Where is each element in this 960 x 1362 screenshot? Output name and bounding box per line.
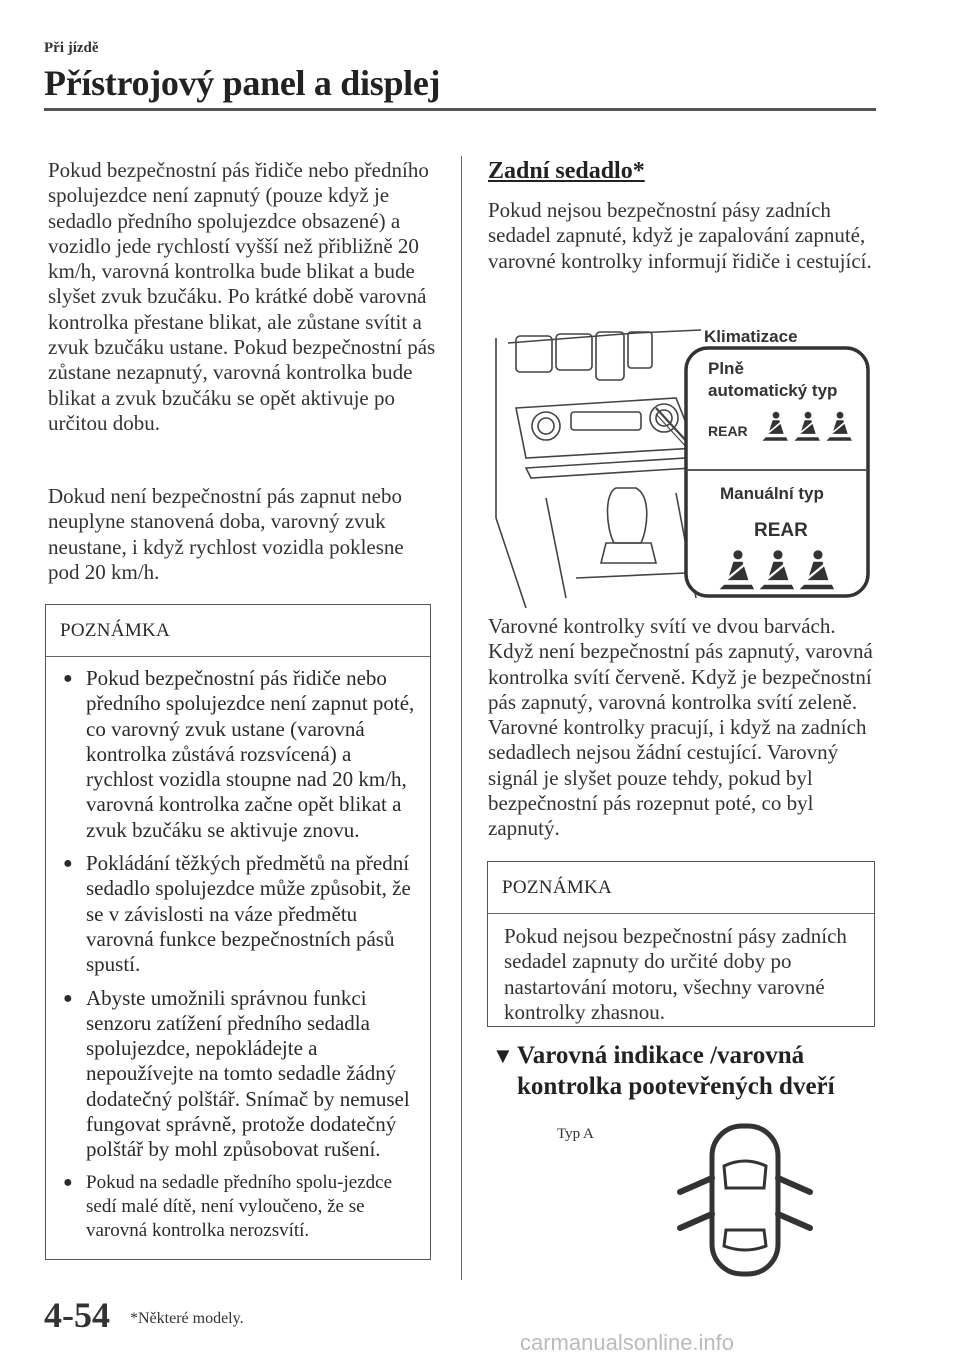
auto-type-label-2: automatický typ bbox=[708, 381, 838, 400]
klimatizace-label: Klimatizace bbox=[704, 327, 798, 346]
auto-type-label-1: Plně bbox=[708, 359, 744, 378]
rear-label-small: REAR bbox=[708, 423, 748, 439]
bullet-icon: ● bbox=[63, 1173, 73, 1191]
note-item: ● Pokládání těžkých předmětů na přední sedadlo spolujezdce může způsobit, že se v závislosti na váze předmětu varovná funkce bezpečnostních pásů spustí. bbox=[63, 851, 411, 977]
note-item: ● Abyste umožnili správnou funkci senzoru zatížení předního sedadla spolujezdce, nepokládejte a nepoužívejte na tomto sedadle žádný dodatečný polštář. Snímač by nemusel fungovat správně, protože dodatečný polštář by mohl způsobovat rušení. bbox=[63, 985, 410, 1162]
note-text: Pokud nejsou bezpečnostní pásy zadních sedadel zapnuty do určité doby po nastartování motoru, všechny varovné kontrolky zhasnou. bbox=[504, 924, 847, 1024]
column-divider bbox=[461, 156, 462, 1280]
rear-seat-subheading: Zadní sedadlo* bbox=[488, 158, 645, 184]
right-paragraph-2: Varovné kontrolky svítí ve dvou barvách. Když není bezpečnostní pás zapnutý, varovná kontrolka svítí červeně. Když je bezpečnostní pás zapnutý, varovná kontrolka svítí zeleně. Varovné kontrolky pracují, i když na zadních sedadlech nejsou žádní cestující. Varovný signál je slyšet pouze tehdy, pokud byl bezpečnostní pás rozepnut poté, co byl zapnutý. bbox=[488, 614, 873, 841]
console-figure bbox=[486, 318, 876, 608]
footnote: *Některé modely. bbox=[130, 1310, 244, 1327]
bullet-icon: ● bbox=[63, 989, 73, 1007]
typ-a-label: Typ A bbox=[557, 1126, 594, 1142]
car-top-view-icon bbox=[670, 1118, 820, 1278]
note-heading: POZNÁMKA bbox=[60, 620, 171, 641]
manual-type-label: Manuální typ bbox=[720, 484, 824, 503]
left-paragraph-2: Dokud není bezpečnostní pás zapnut nebo neuplyne stanovená doba, varovný zvuk neustane, i když rychlost vozidla poklesne pod 20 km/h. bbox=[48, 484, 404, 584]
page-number: 4-54 bbox=[44, 1295, 110, 1335]
bullet-icon: ● bbox=[63, 855, 73, 873]
note-box-left bbox=[45, 604, 431, 1260]
right-paragraph-1: Pokud nejsou bezpečnostní pásy zadních sedadel zapnuté, když je zapalování zapnuté, varovné kontrolky informují řidiče i cestující. bbox=[488, 198, 872, 273]
title-divider bbox=[44, 108, 876, 111]
note-list bbox=[46, 657, 430, 1243]
note-heading: POZNÁMKA bbox=[502, 877, 613, 898]
left-paragraph-1: Pokud bezpečnostní pás řidiče nebo předního spolujezdce není zapnutý (pouze když je sedadlo předního spolujezdce obsazené) a vozidlo jede rychlostí vyšší než přibližně 20 km/h, varovná kontrolka bude blikat a bude slyšet zvuk bzučáku. Po krátké době varovná kontrolka přestane blikat, ale zůstane svítit a zvuk bzučáku ustane. Pokud bezpečnostní pás zůstane nezapnutý, varovná kontrolka bude blikat a zvuk bzučáku se opět aktivuje po určitou dobu. bbox=[48, 158, 436, 435]
bullet-icon: ● bbox=[63, 670, 73, 687]
note-item: ● Pokud bezpečnostní pás řidiče nebo předního spolujezdce není zapnut poté, co varovný zvuk ustane (varovná kontrolka zůstává rozsvícená) a rychlost vozidla stoupne nad 20 km/h, varovná kontrolka začne opět blikat a zvuk bzučáku se aktivuje znovu. bbox=[63, 666, 415, 842]
triangle-marker-icon: ▼ bbox=[492, 1043, 514, 1068]
rear-label-big: REAR bbox=[754, 520, 808, 541]
note-box-right bbox=[487, 861, 875, 1027]
section-label: Při jízdě bbox=[44, 40, 99, 56]
watermark: carmanualsonline.info bbox=[520, 1330, 735, 1355]
door-warning-heading: ▼ Varovná indikace /varovná kontrolka pootevřených dveří bbox=[492, 1042, 835, 1100]
page-title: Přístrojový panel a displej bbox=[44, 63, 441, 103]
note-item: ● Pokud na sedadle předního spolu-jezdce sedí malé dítě, není vyloučeno, že se varovná kontrolka nerozsvítí. bbox=[63, 1171, 393, 1241]
